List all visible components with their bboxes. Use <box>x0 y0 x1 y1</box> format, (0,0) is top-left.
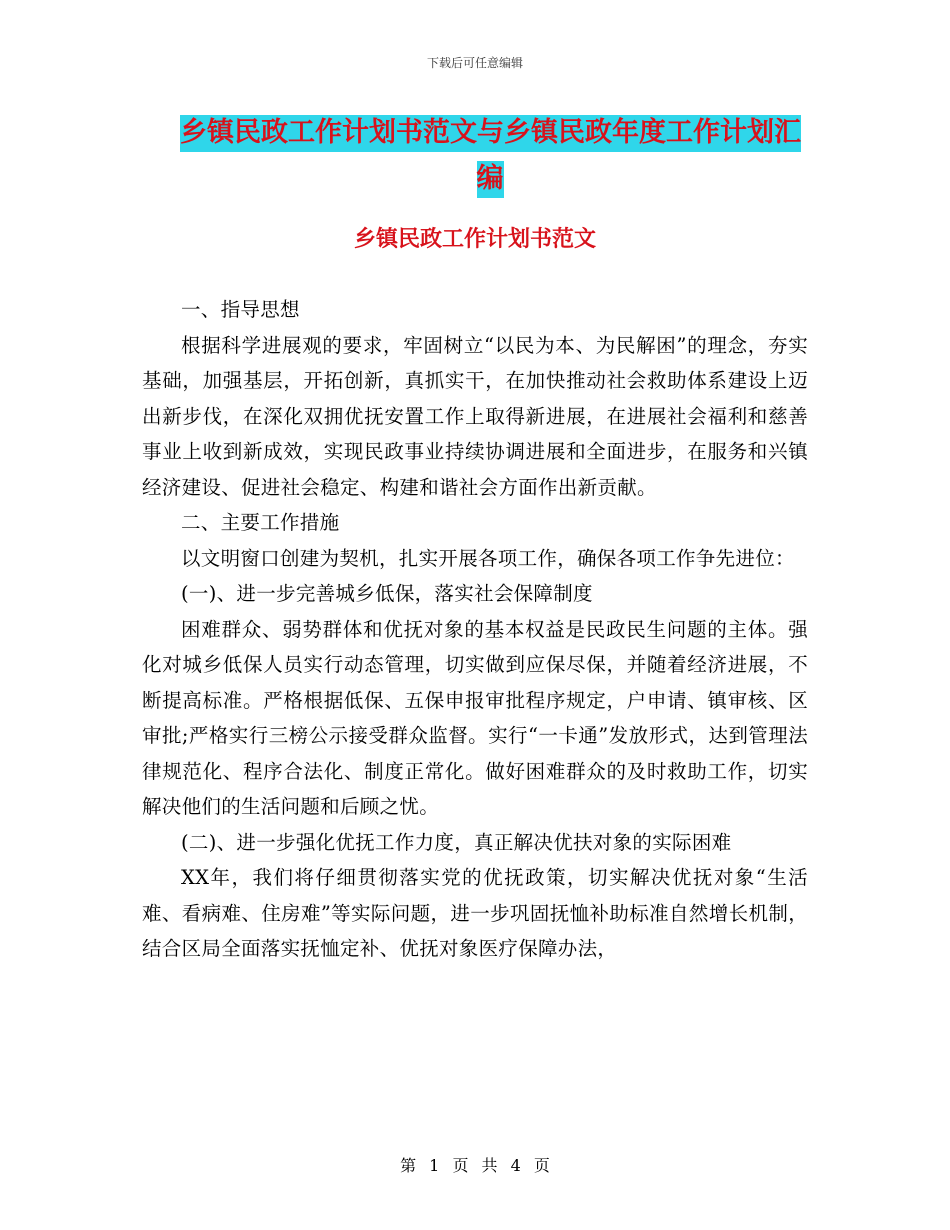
document-body <box>142 292 808 967</box>
subheading-preferential-care: (二)、进一步强化优抚工作力度，真正解决优扶对象的实际困难 <box>181 830 732 854</box>
paragraph: XX年，我们将仔细贯彻落实党的优抚政策，切实解决优抚对象“生活难、看病难、住房难”等实际问题，进一步巩固抚恤补助标准自然增长机制，结合区局全面落实抚恤定补、优抚对象医疗保障办法， <box>142 866 808 960</box>
paragraph: 以文明窗口创建为契机，扎实开展各项工作，确保各项工作争先进位： <box>181 546 795 570</box>
title-highlight: 乡镇民政工作计划书范文与乡镇民政年度工作计划汇 <box>180 115 801 152</box>
page-header-note: 下载后可任意编辑 <box>426 56 523 70</box>
paragraph: 根据科学进展观的要求，牢固树立“以民为本、为民解困”的理念，夯实基础，加强基层，开拓创新，真抓实干，在加快推动社会救助体系建设上迈出新步伐，在深化双拥优抚安置工作上取得新进展，在进展社会福利和慈善事业上收到新成效，实现民政事业持续协调进展和全面进步，在服务和兴镇经济建设、促进社会稳定、构建和谐社会方面作出新贡献。 <box>142 333 808 499</box>
heading-main-measures: 二、主要工作措施 <box>181 511 340 534</box>
heading-guiding-ideology: 一、指导思想 <box>181 298 300 321</box>
title-highlight: 编 <box>477 161 504 198</box>
page-number: 第 1 页 共 4 页 <box>400 1156 550 1175</box>
section-title: 乡镇民政工作计划书范文 <box>353 227 596 252</box>
document-title-line-2 <box>160 156 820 202</box>
subheading-low-income-security: (一)、进一步完善城乡低保，落实社会保障制度 <box>181 582 593 605</box>
paragraph: 困难群众、弱势群体和优抚对象的基本权益是民政民生问题的主体。强化对城乡低保人员实行动态管理，切实做到应保尽保，并随着经济进展，不断提高标准。严格根据低保、五保申报审批程序规定，户申请、镇审核、区审批;严格实行三榜公示接受群众监督。实行“一卡通”发放形式，达到管理法律规范化、程序合法化、制度正常化。做好困难群众的及时救助工作，切实解决他们的生活问题和后顾之忧。 <box>142 617 808 818</box>
document-title-line-1 <box>180 110 820 156</box>
document-title <box>180 110 820 202</box>
